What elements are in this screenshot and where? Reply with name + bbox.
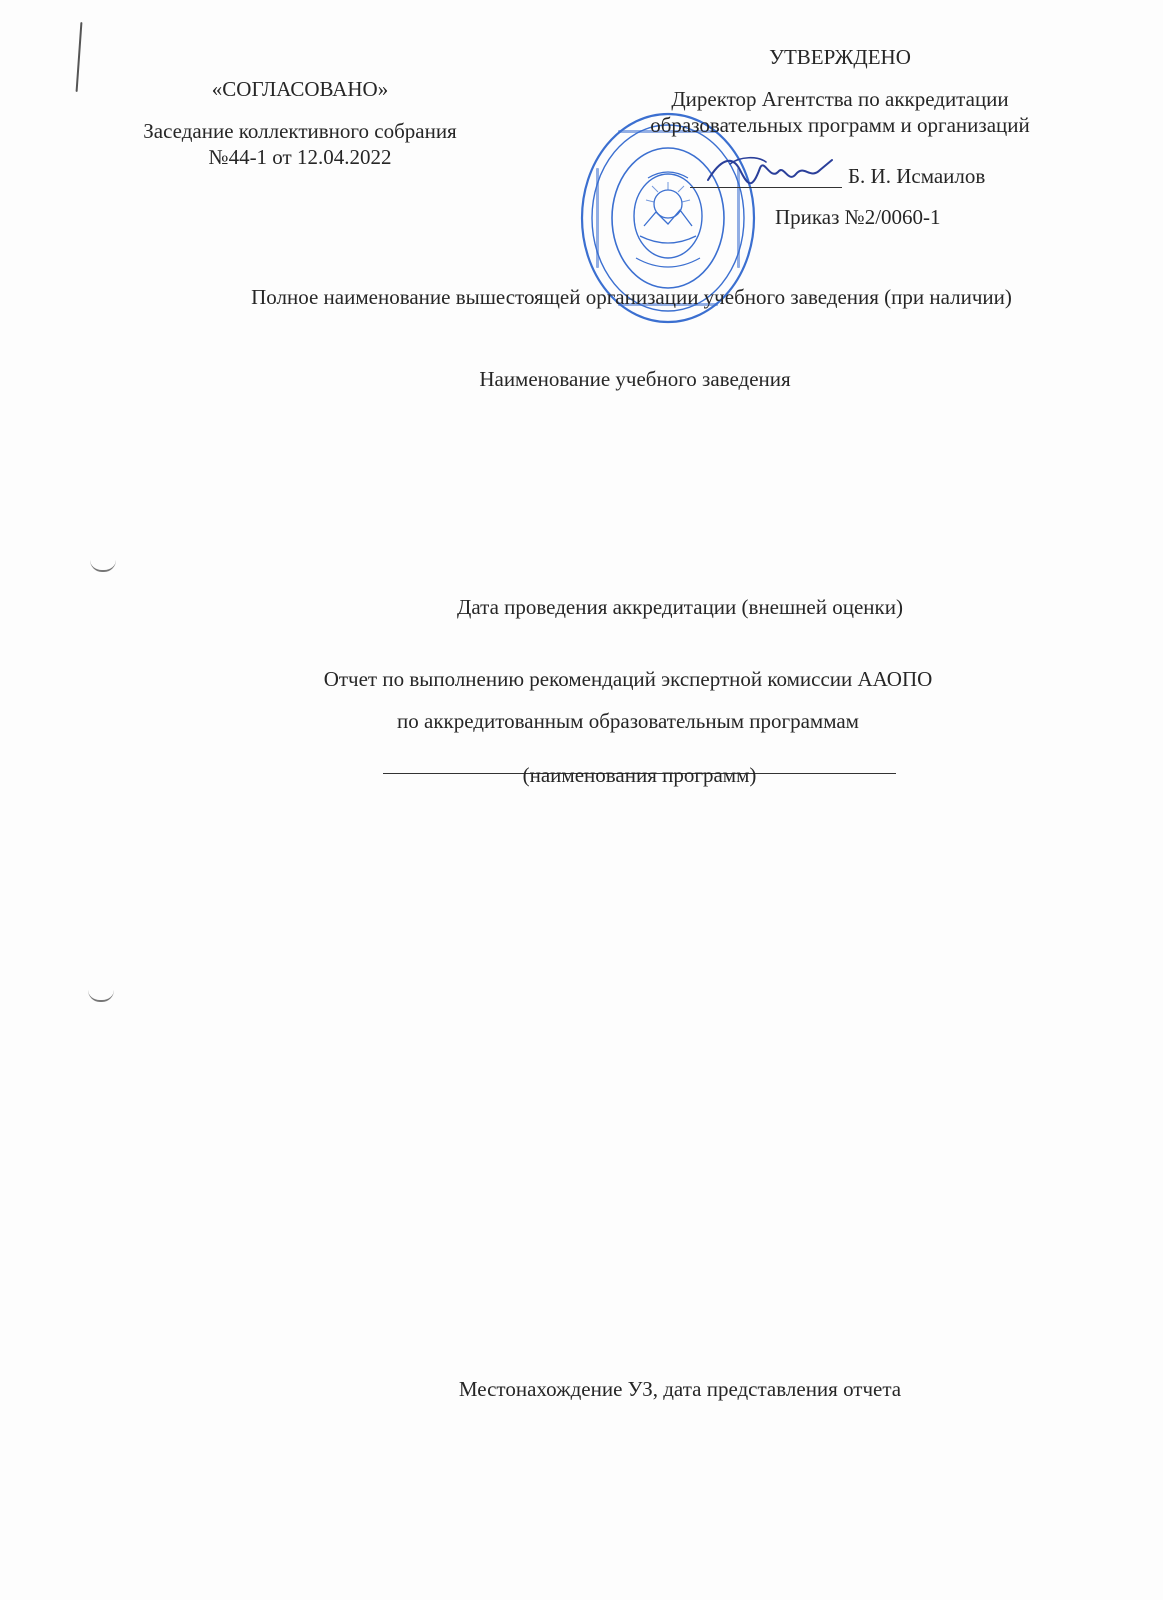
programs-caption: (наименования программ) — [522, 763, 757, 787]
parent-organization-placeholder: Полное наименование вышестоящей организации учебного заведения (при наличии) — [251, 285, 1012, 309]
meeting-line-1: Заседание коллективного собрания — [143, 119, 457, 143]
order-number: Приказ №2/0060-1 — [775, 205, 941, 229]
pen-mark — [76, 22, 83, 92]
location-date-placeholder: Местонахождение УЗ, дата представления отчета — [458, 1377, 902, 1401]
director-line-2: образовательных программ и организаций — [650, 113, 1030, 137]
report-title-line-1: Отчет по выполнению рекомендаций экспертной комиссии ААОПО — [323, 667, 933, 691]
institution-name-placeholder: Наименование учебного заведения — [479, 367, 791, 391]
punch-hole-mark-top — [90, 560, 116, 572]
handwritten-signature — [700, 150, 840, 195]
accreditation-date-placeholder: Дата проведения аккредитации (внешней оценки) — [457, 595, 903, 619]
director-line-1: Директор Агентства по аккредитации — [671, 87, 1009, 111]
agreed-heading: «СОГЛАСОВАНО» — [211, 77, 389, 101]
report-title-line-2: по аккредитованным образовательным программам — [397, 709, 859, 733]
signatory-name: Б. И. Исмаилов — [848, 164, 986, 188]
approved-heading: УТВЕРЖДЕНО — [769, 45, 911, 69]
punch-hole-mark-bottom — [88, 990, 114, 1002]
meeting-line-2: №44-1 от 12.04.2022 — [208, 145, 392, 169]
signature-line — [690, 187, 842, 188]
